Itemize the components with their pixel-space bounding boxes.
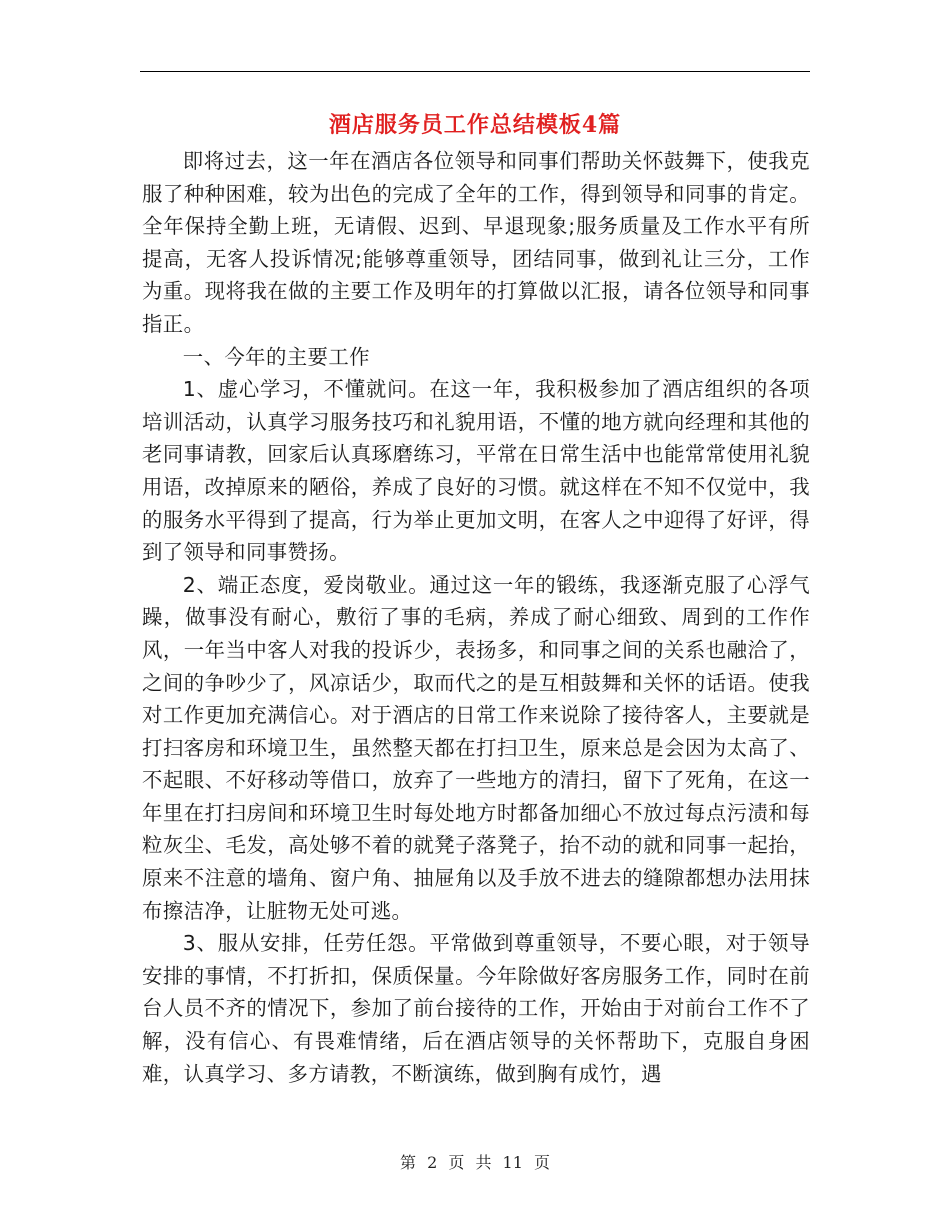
paragraph-item-1: 1、虚心学习，不懂就问。在这一年，我积极参加了酒店组织的各项培训活动，认真学习服务技巧和礼貌用语，不懂的地方就向经理和其他的老同事请教，回家后认真琢磨练习，平常在日常生活中也能常常使用礼貌用语，改掉原来的陋俗，养成了良好的习惯。就这样在不知不仅觉中，我的服务水平得到了提高，行为举止更加文明，在客人之中迎得了好评，得到了领导和同事赞扬。 [142,377,810,565]
page-number-footer: 第 2 页 共 11 页 [400,1153,550,1172]
document-title: 酒店服务员工作总结模板4篇 [328,112,622,138]
paragraph-intro: 即将过去，这一年在酒店各位领导和同事们帮助关怀鼓舞下，使我克服了种种困难，较为出色的完成了全年的工作，得到领导和同事的肯定。全年保持全勤上班，无请假、迟到、早退现象;服务质量及工作水平有所提高，无客人投诉情况;能够尊重领导，团结同事，做到礼让三分，工作为重。现将我在做的主要工作及明年的打算做以汇报，请各位领导和同事指正。 [142,149,810,336]
section-heading: 一、今年的主要工作 [182,344,370,369]
document-body [142,145,810,1090]
paragraph-item-2: 2、端正态度，爱岗敬业。通过这一年的锻练，我逐渐克服了心浮气躁，做事没有耐心，敷衍了事的毛病，养成了耐心细致、周到的工作作风，一年当中客人对我的投诉少，表扬多，和同事之间的关系也融洽了，之间的争吵少了，风凉话少，取而代之的是互相鼓舞和关怀的话语。使我对工作更加充满信心。对于酒店的日常工作来说除了接待客人，主要就是打扫客房和环境卫生，虽然整天都在打扫卫生，原来总是会因为太高了、不起眼、不好移动等借口，放弃了一些地方的清扫，留下了死角，在这一年里在打扫房间和环境卫生时每处地方时都备加细心不放过每点污渍和每粒灰尘、毛发，高处够不着的就凳子落凳子，抬不动的就和同事一起抬，原来不注意的墙角、窗户角、抽屉角以及手放不进去的缝隙都想办法用抹布擦洁净，让脏物无处可逃。 [142,572,810,923]
paragraph-item-3: 3、服从安排，任劳任怨。平常做到尊重领导，不要心眼，对于领导安排的事情，不打折扣，保质保量。今年除做好客房服务工作，同时在前台人员不齐的情况下，参加了前台接待的工作，开始由于对前台工作不了解，没有信心、有畏难情绪，后在酒店领导的关怀帮助下，克服自身困难，认真学习、多方请教，不断演练，做到胸有成竹，遇 [142,931,810,1086]
header-rule [140,71,810,72]
